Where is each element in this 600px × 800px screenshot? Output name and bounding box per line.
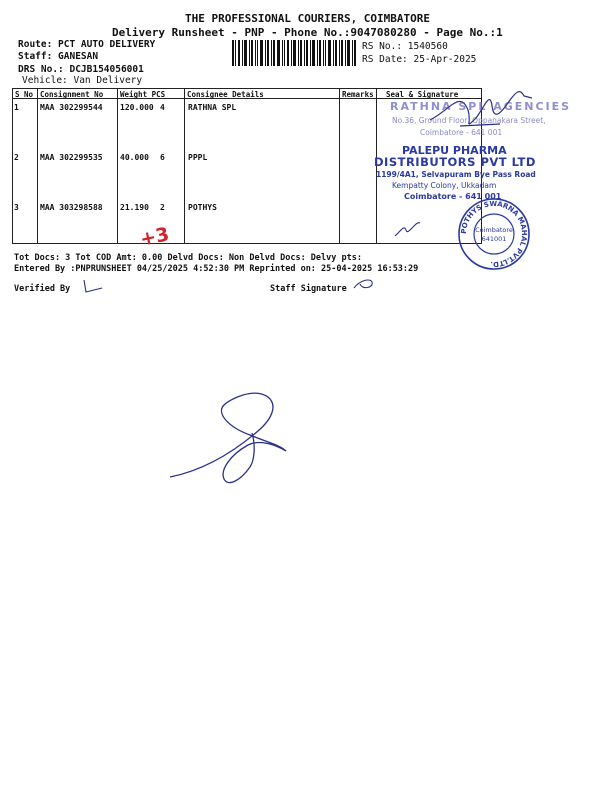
table-row-consignment: MAA 302299535 — [40, 153, 103, 162]
palepu-stamp-address: 1199/4A1, Selvapuram Bye Pass Road — [376, 170, 536, 179]
header-consignee: Consignee Details — [187, 90, 264, 99]
verified-signature-icon — [80, 278, 106, 294]
table-row-sno: 2 — [14, 153, 19, 162]
header-consignment: Consignment No — [40, 90, 104, 99]
palepu-stamp-line2: DISTRIBUTORS PVT LTD — [374, 155, 536, 169]
vehicle-label: Vehicle: Van Delivery — [22, 75, 143, 86]
totals-line: Tot Docs: 3 Tot COD Amt: 0.00 Delvd Docs: Non Delvd Docs: Delvy pts: — [14, 253, 362, 263]
table-row-weight: 120.000 — [120, 103, 154, 112]
table-row-pcs: 2 — [160, 203, 165, 212]
drs-number: DRS No.: DCJB154056001 — [18, 64, 144, 75]
table-row-weight: 40.000 — [120, 153, 149, 162]
header-sno: S No — [15, 90, 34, 99]
staff-label: Staff: GANESAN — [18, 51, 99, 62]
large-signature-icon — [160, 375, 300, 495]
table-row-sno: 3 — [14, 203, 19, 212]
pothys-seal-ring: POTHYS SWARNA MAHAL PVT.LTD. — [459, 199, 529, 269]
rathna-stamp-city: Coimbatore - 641 001 — [420, 128, 503, 137]
rs-number: RS No.: 1540560 — [362, 41, 448, 52]
handwritten-mark: +3 — [138, 223, 172, 251]
route-label: Route: PCT AUTO DELIVERY — [18, 39, 156, 50]
table-row-pcs: 6 — [160, 153, 165, 162]
header-seal: Seal & Signature — [386, 90, 459, 99]
rathna-stamp-title: RATHNA SPL AGENCIES — [390, 100, 572, 113]
palepu-stamp — [374, 144, 584, 204]
pothys-seal-pin: 641001 — [481, 235, 507, 243]
palepu-stamp-city: Coimbatore - 641 001 — [404, 192, 502, 201]
rs-date: RS Date: 25-Apr-2025 — [362, 54, 477, 65]
company-title: THE PROFESSIONAL COURIERS, COIMBATORE — [185, 12, 431, 25]
staff-signature-label: Staff Signature — [270, 284, 347, 294]
rathna-stamp-address: No.36, Ground Floor, Oppanakara Street, — [392, 116, 546, 125]
table-row-consignee: PPPL — [188, 153, 208, 162]
pothys-seal-city: Coimbatore — [475, 226, 513, 234]
table-row-consignee: POTHYS — [188, 203, 217, 212]
table-row-consignee: RATHNA SPL — [188, 103, 237, 112]
header-weight-pcs: Weight PCS — [120, 90, 166, 99]
table-row-pcs: 4 — [160, 103, 165, 112]
table-row-consignment: MAA 303298588 — [40, 203, 103, 212]
staff-signature-icon — [350, 276, 380, 292]
header-remarks: Remarks — [342, 90, 374, 99]
palepu-stamp-name: PALEPU PHARMA — [402, 144, 507, 157]
barcode-icon — [232, 40, 356, 66]
verified-by-label: Verified By — [14, 284, 71, 294]
palepu-stamp-area: Kempatty Colony, Ukkadam — [392, 181, 497, 190]
table-row-consignment: MAA 302299544 — [40, 103, 103, 112]
table-row-weight: 21.190 — [120, 203, 149, 212]
runsheet-subtitle: Delivery Runsheet - PNP - Phone No.:9047080280 - Page No.:1 — [112, 26, 503, 39]
signature-row3-icon — [392, 218, 422, 240]
table-row-sno: 1 — [14, 103, 19, 112]
entered-by-line: Entered By :PNPRUNSHEET 04/25/2025 4:52:30 PM Reprinted on: 25-04-2025 16:53:29 — [14, 264, 419, 274]
pothys-seal-icon — [456, 196, 532, 272]
svg-text:POTHYS SWARNA MAHAL PVT.LTD. — [460, 200, 528, 268]
signature-row1-icon — [420, 80, 550, 150]
